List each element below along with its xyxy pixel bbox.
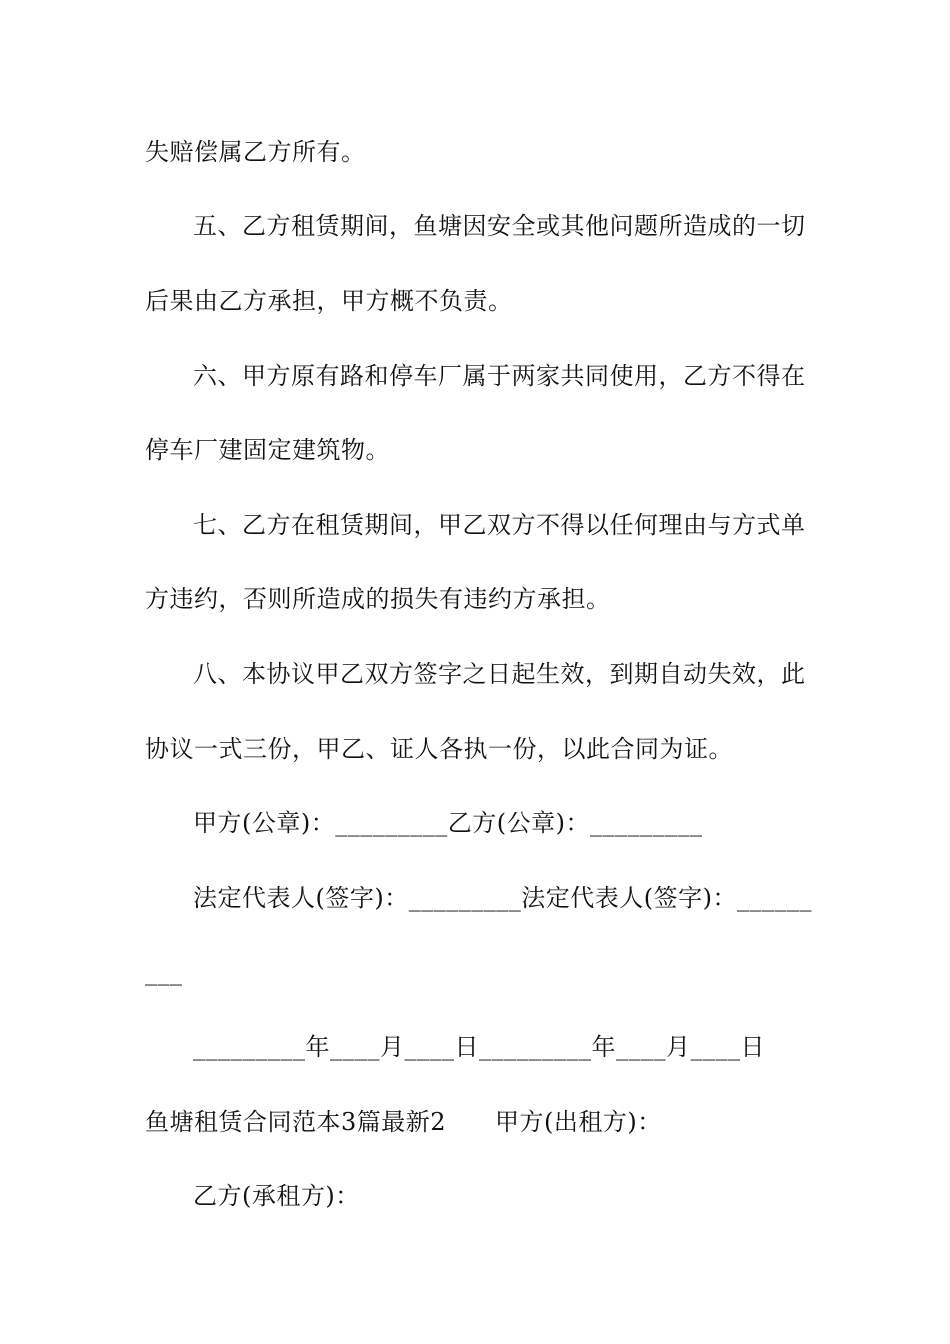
- section-title-line: 鱼塘租赁合同范本3篇最新2 甲方(出租方)：: [145, 1108, 662, 1136]
- lessee-line: 乙方(承租方)：: [193, 1182, 360, 1210]
- clause-8-line-1: 八、本协议甲乙双方签字之日起生效，到期自动失效，此: [193, 660, 806, 688]
- clause-6-line-1: 六、甲方原有路和停车厂属于两家共同使用，乙方不得在: [193, 362, 806, 390]
- seal-signature-line: 甲方(公章)：_________乙方(公章)：_________: [193, 809, 703, 837]
- paragraph-continuation: 失赔偿属乙方所有。: [145, 138, 366, 166]
- clause-7-line-2: 方违约，否则所造成的损失有违约方承担。: [145, 585, 611, 613]
- clause-5-line-1: 五、乙方租赁期间，鱼塘因安全或其他问题所造成的一切: [193, 212, 806, 240]
- clause-7-line-1: 七、乙方在租赁期间，甲乙双方不得以任何理由与方式单: [193, 511, 806, 539]
- representative-signature-line: 法定代表人(签字)：_________法定代表人(签字)：______: [193, 884, 812, 912]
- date-line: _________年____月____日_________年____月____日: [193, 1033, 765, 1061]
- representative-signature-line-wrap: ___: [145, 958, 183, 986]
- clause-5-line-2: 后果由乙方承担，甲方概不负责。: [145, 287, 513, 315]
- clause-6-line-2: 停车厂建固定建筑物。: [145, 436, 390, 464]
- clause-8-line-2: 协议一式三份，甲乙、证人各执一份，以此合同为证。: [145, 735, 733, 763]
